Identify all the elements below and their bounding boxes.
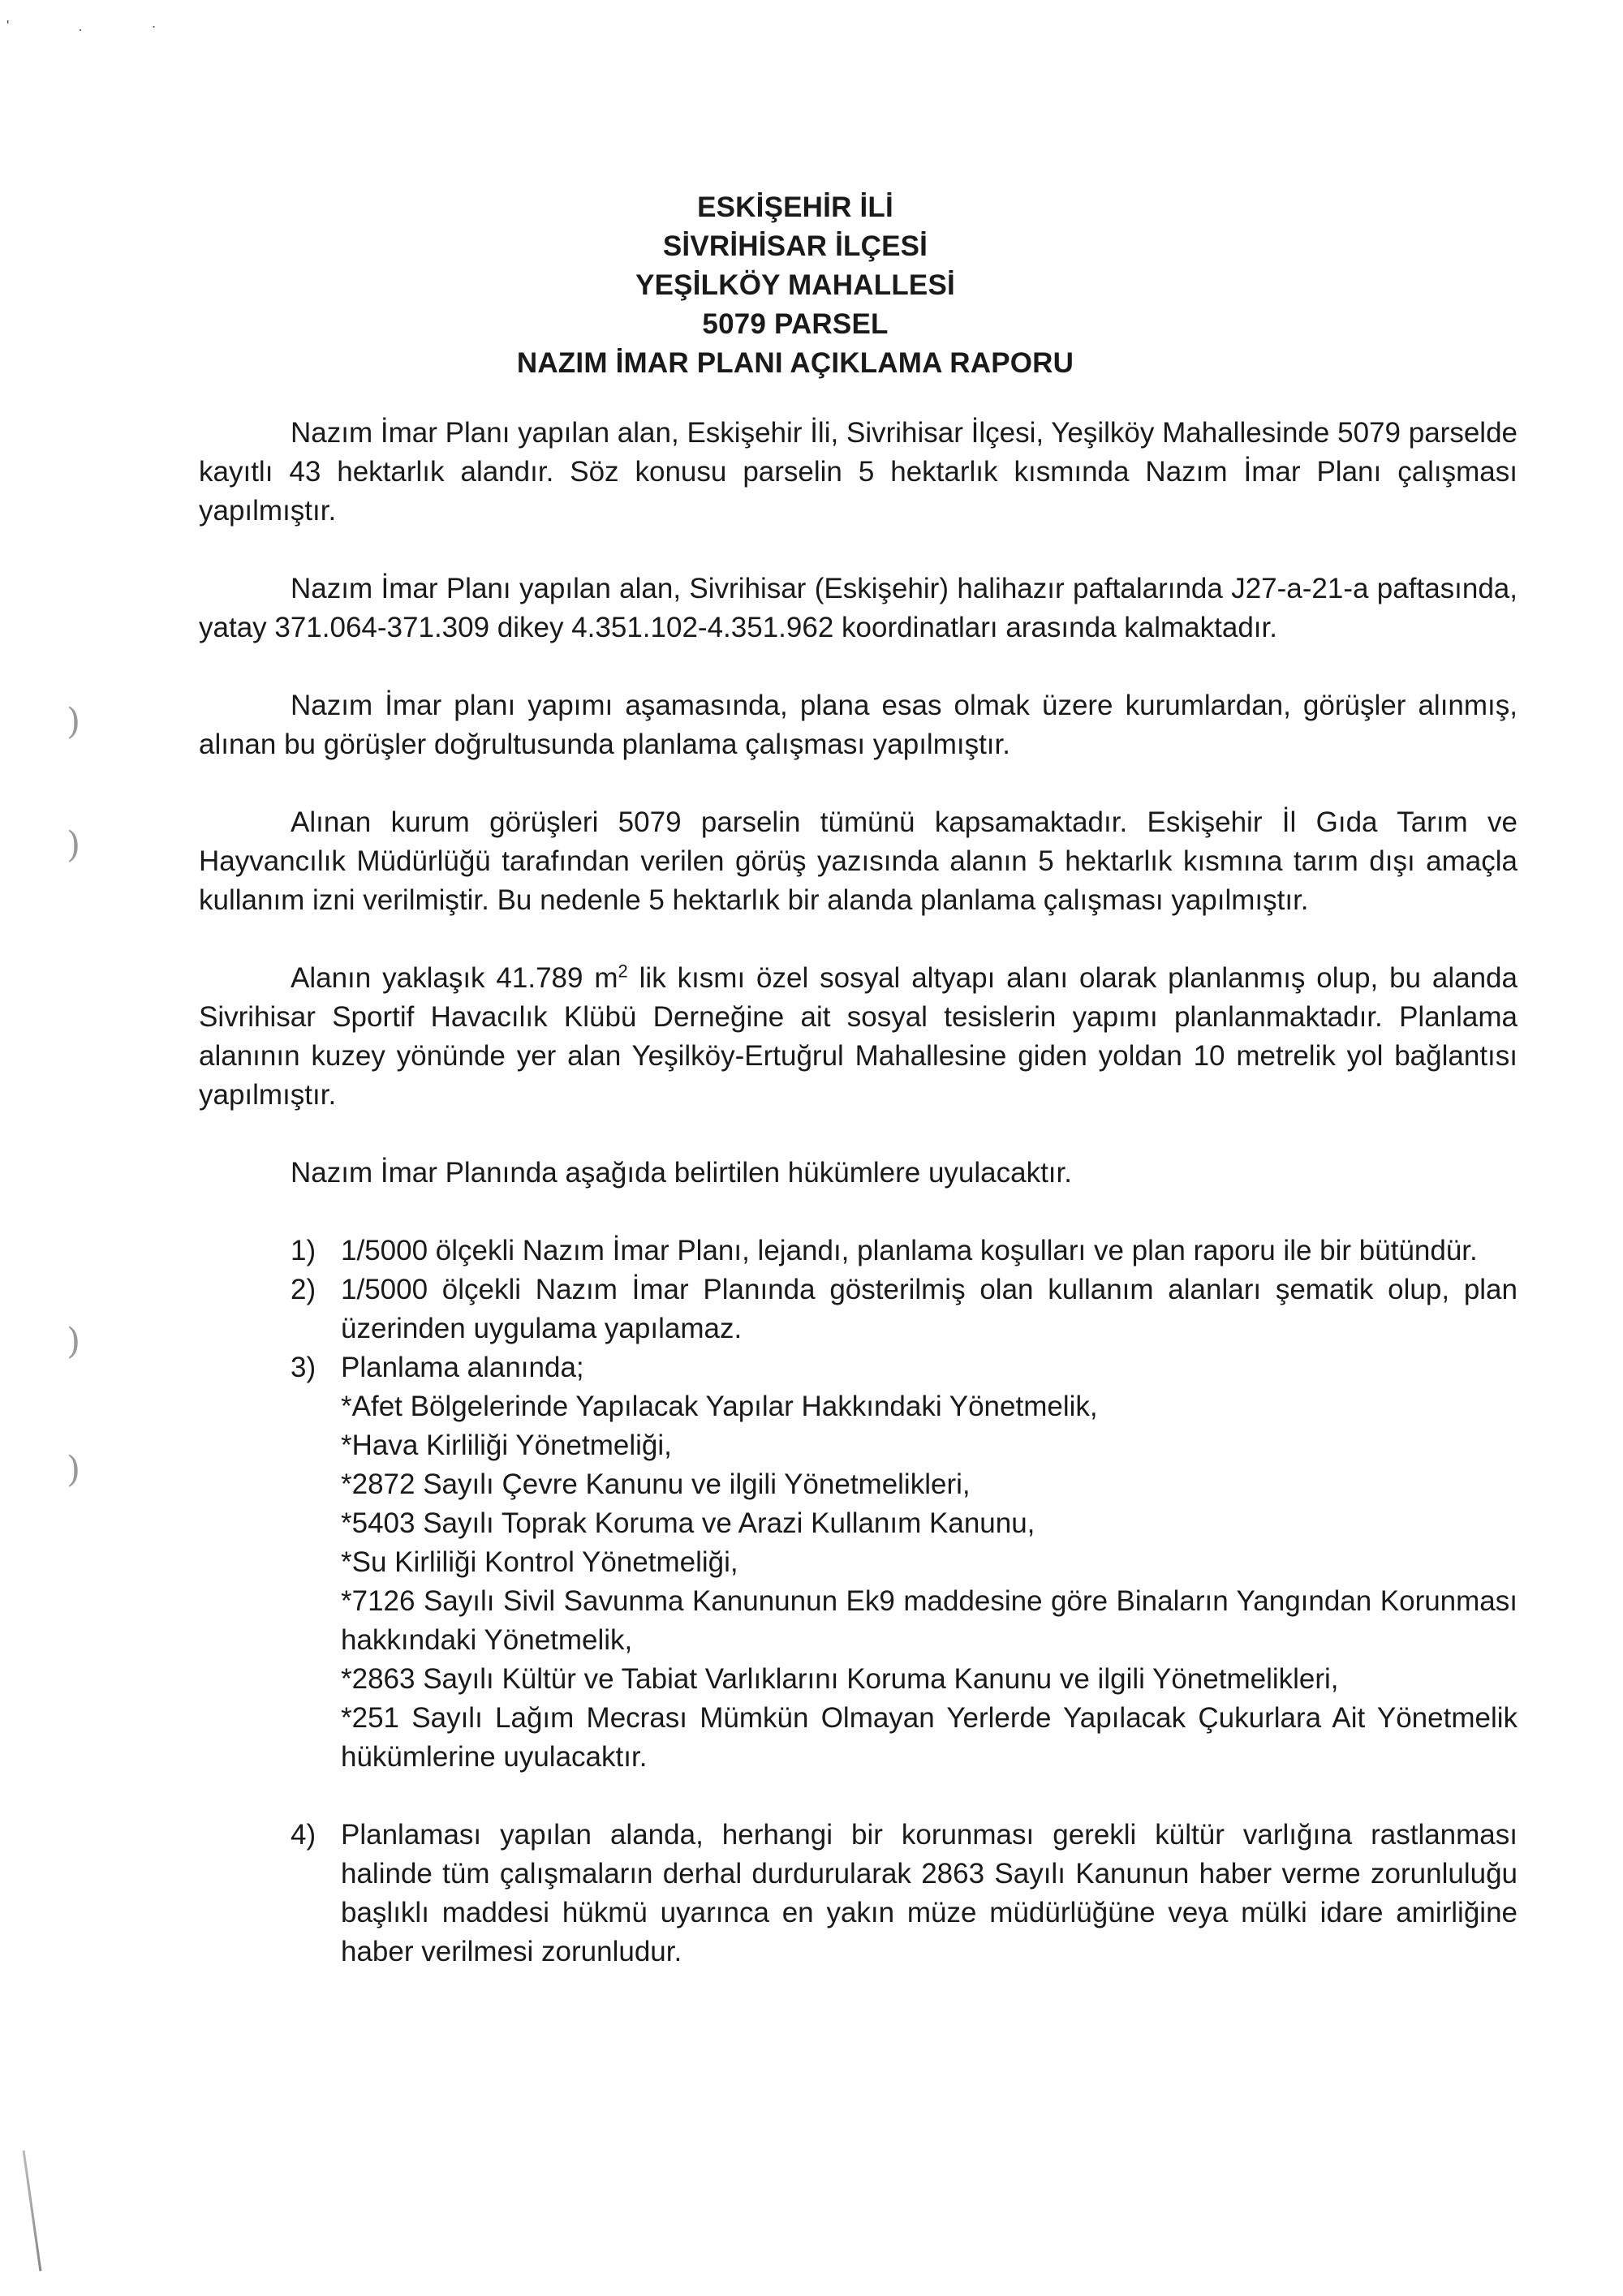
document-title bbox=[0, 188, 1591, 383]
regulation-item: *Su Kirliliği Kontrol Yönetmeliği, bbox=[341, 1546, 738, 1578]
binder-hole-mark: ) bbox=[67, 701, 81, 742]
paragraph-3: Nazım İmar planı yapımı aşamasında, plana esas olmak üzere kurumlardan, görüşler alınmış, alınan bu görüşler doğrultusunda planlama çalışması yapılmıştır. bbox=[199, 690, 1518, 760]
title-district: SİVRİHİSAR İLÇESİ bbox=[662, 230, 928, 262]
binder-hole-mark: ) bbox=[67, 1321, 81, 1362]
regulation-item: *Hava Kirliliği Yönetmeliği, bbox=[341, 1430, 672, 1461]
binder-hole-mark: ) bbox=[67, 824, 81, 866]
square-meter-superscript: 2 bbox=[618, 961, 628, 982]
regulation-item: *2872 Sayılı Çevre Kanunu ve ilgili Yönetmelikleri, bbox=[341, 1468, 971, 1500]
title-report-name: NAZIM İMAR PLANI AÇIKLAMA RAPORU bbox=[516, 347, 1074, 379]
rule-item-3 bbox=[199, 1348, 1518, 1777]
rule-text: Planlaması yapılan alanda, herhangi bir korunması gerekli kültür varlığına rastlanması halinde tüm çalışmaların derhal durdurularak 2863 Sayılı Kanunun haber verme zorunluluğu başlıklı maddesi hükmü uyarınca en yakın müze müdürlüğüne veya mülki idare amirliğine haber verilmesi zorunludur. bbox=[341, 1819, 1518, 1967]
rule-text: 1/5000 ölçekli Nazım İmar Planında gösterilmiş olan kullanım alanları şematik olup, plan üzerinden uygulama yapılamaz. bbox=[341, 1274, 1518, 1344]
rule-text: 1/5000 ölçekli Nazım İmar Planı, lejandı, planlama koşulları ve plan raporu ile bir bütündür. bbox=[341, 1235, 1478, 1266]
rules-list bbox=[199, 1232, 1518, 1971]
paragraph-6: Nazım İmar Planında aşağıda belirtilen hükümlere uyulacaktır. bbox=[291, 1157, 1072, 1189]
regulation-item: *251 Sayılı Lağım Mecrası Mümkün Olmayan Yerlerde Yapılacak Çukurlara Ait Yönetmelik hükümlerine uyulacaktır. bbox=[341, 1702, 1518, 1773]
rule-item-2 bbox=[199, 1271, 1518, 1348]
regulation-item: *5403 Sayılı Toprak Koruma ve Arazi Kullanım Kanunu, bbox=[341, 1507, 1035, 1539]
document-body bbox=[199, 414, 1518, 1971]
rule-text: Planlama alanında; bbox=[341, 1352, 584, 1383]
paragraph-1: Nazım İmar Planı yapılan alan, Eskişehir İli, Sivrihisar İlçesi, Yeşilköy Mahallesinde 5079 parselde kayıtlı 43 hektarlık alandır. Söz konusu parselin 5 hektarlık kısmında Nazım İmar Planı çalışması yapılmıştır. bbox=[199, 417, 1518, 527]
paragraph-5 bbox=[199, 959, 1518, 1115]
regulation-item: *2863 Sayılı Kültür ve Tabiat Varlıklarını Koruma Kanunu ve ilgili Yönetmelikleri, bbox=[341, 1663, 1339, 1695]
rule-item-1 bbox=[199, 1232, 1518, 1271]
paragraph-2: Nazım İmar Planı yapılan alan, Sivrihisar (Eskişehir) halihazır paftalarında J27-a-21-a paftasında, yatay 371.064-371.309 dikey 4.351.102-4.351.962 koordinatları arasında kalmaktadır. bbox=[199, 573, 1518, 643]
title-province: ESKİŞEHİR İLİ bbox=[697, 191, 893, 223]
paragraph-4: Alınan kurum görüşleri 5079 parselin tümünü kapsamaktadır. Eskişehir İl Gıda Tarım ve Hayvancılık Müdürlüğü tarafından verilen görüş yazısında alanın 5 hektarlık kısmına tarım dışı amaçla kullanım izni verilmiştir. Bu nedenle 5 hektarlık bir alanda planlama çalışması yapılmıştır. bbox=[199, 806, 1518, 916]
rule-item-4 bbox=[199, 1816, 1518, 1971]
regulation-item: *Afet Bölgelerinde Yapılacak Yapılar Hakkındaki Yönetmelik, bbox=[341, 1391, 1098, 1422]
scan-edge-line bbox=[23, 2151, 42, 2272]
paragraph-5-start: Alanın yaklaşık 41.789 m bbox=[291, 962, 618, 994]
paragraph-5-rest: lik kısmı özel sosyal altyapı alanı olarak planlanmış olup, bu alanda Sivrihisar Sportif Havacılık Klübü Derneğine ait sosyal tesislerin yapımı planlanmaktadır. Planlama alanının kuzey yönünde yer alan Yeşilköy-Ertuğrul Mahallesine giden yoldan 10 metrelik yol bağlantısı yapılmıştır. bbox=[199, 962, 1518, 1111]
rule-number: 4) bbox=[291, 1819, 316, 1851]
regulation-item: *7126 Sayılı Sivil Savunma Kanununun Ek9 maddesine göre Binaların Yangından Korunması hakkındaki Yönetmelik, bbox=[341, 1585, 1518, 1656]
rule-number: 3) bbox=[291, 1352, 316, 1383]
rule-number: 2) bbox=[291, 1274, 316, 1305]
title-neighborhood: YEŞİLKÖY MAHALLESİ bbox=[635, 269, 955, 301]
title-parcel: 5079 PARSEL bbox=[702, 308, 889, 340]
binder-hole-mark: ) bbox=[67, 1449, 81, 1490]
scan-corner-marks: ' . · bbox=[6, 18, 189, 34]
rule-number: 1) bbox=[291, 1235, 316, 1266]
